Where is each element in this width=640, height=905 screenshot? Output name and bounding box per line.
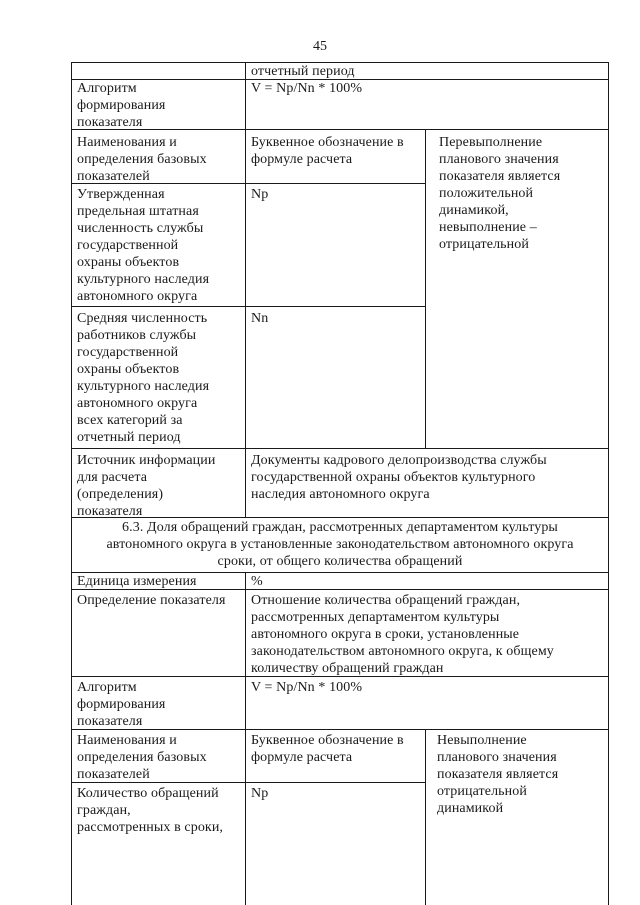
rule <box>71 448 609 449</box>
indicator-np-symbol-2: Np <box>251 786 269 801</box>
algorithm-formula: V = Np/Nn * 100% <box>251 81 363 96</box>
source-label: Источник информации для расчета (определения) показателя <box>77 453 216 519</box>
indicator-np-label: Утвержденная предельная штатная численность службы государственной охраны объектов культурного наследия автономного округа <box>77 187 210 304</box>
section-heading: 6.3. Доля обращений граждан, рассмотренных департаментом культуры автономного округа в установленные законодательством автономного округа сроки, от общего количества обращений <box>106 520 574 569</box>
page-number: 45 <box>313 39 327 54</box>
rule <box>425 129 426 448</box>
unit-value: % <box>251 574 263 589</box>
source-value: Документы кадрового делопроизводства службы государственной охраны объектов культурного наследия автономного округа <box>251 453 547 502</box>
definition-label: Определение показателя <box>77 593 226 608</box>
letter-designation-label: Буквенное обозначение в формуле расчета <box>251 135 404 167</box>
period-continuation: отчетный период <box>251 64 355 79</box>
rule <box>71 306 425 307</box>
unit-label: Единица измерения <box>77 574 197 589</box>
indicator-nn-symbol: Nn <box>251 311 269 326</box>
dynamics-note-2: Невыполнение планового значения показателя является отрицательной динамикой <box>437 733 559 816</box>
rule <box>245 572 246 905</box>
rule <box>425 729 426 905</box>
indicator-table <box>71 62 609 905</box>
algorithm-label-2: Алгоритм формирования показателя <box>77 680 166 729</box>
algorithm-formula-2: V = Np/Nn * 100% <box>251 680 363 695</box>
algorithm-label: Алгоритм формирования показателя <box>77 81 166 130</box>
indicator-np-symbol: Np <box>251 187 269 202</box>
base-indicators-label-2: Наименования и определения базовых показателей <box>77 733 207 782</box>
rule <box>245 62 246 517</box>
rule <box>608 62 609 905</box>
rule <box>71 62 72 905</box>
letter-designation-label-2: Буквенное обозначение в формуле расчета <box>251 733 404 765</box>
definition-value: Отношение количества обращений граждан, рассмотренных департаментом культуры автономного округа в сроки, установленные законодательством автономного округа, к общему количеству обращений граждан <box>251 593 554 676</box>
indicator-nn-label: Средняя численность работников службы государственной охраны объектов культурного наследия автономного округа всех категорий за отчетный период <box>77 311 210 445</box>
base-indicators-label: Наименования и определения базовых показателей <box>77 135 207 184</box>
indicator-np-label-2: Количество обращений граждан, рассмотренных в сроки, <box>77 786 224 835</box>
dynamics-note: Перевыполнение планового значения показателя является положительной динамикой, невыполнение – отрицательной <box>439 135 561 252</box>
